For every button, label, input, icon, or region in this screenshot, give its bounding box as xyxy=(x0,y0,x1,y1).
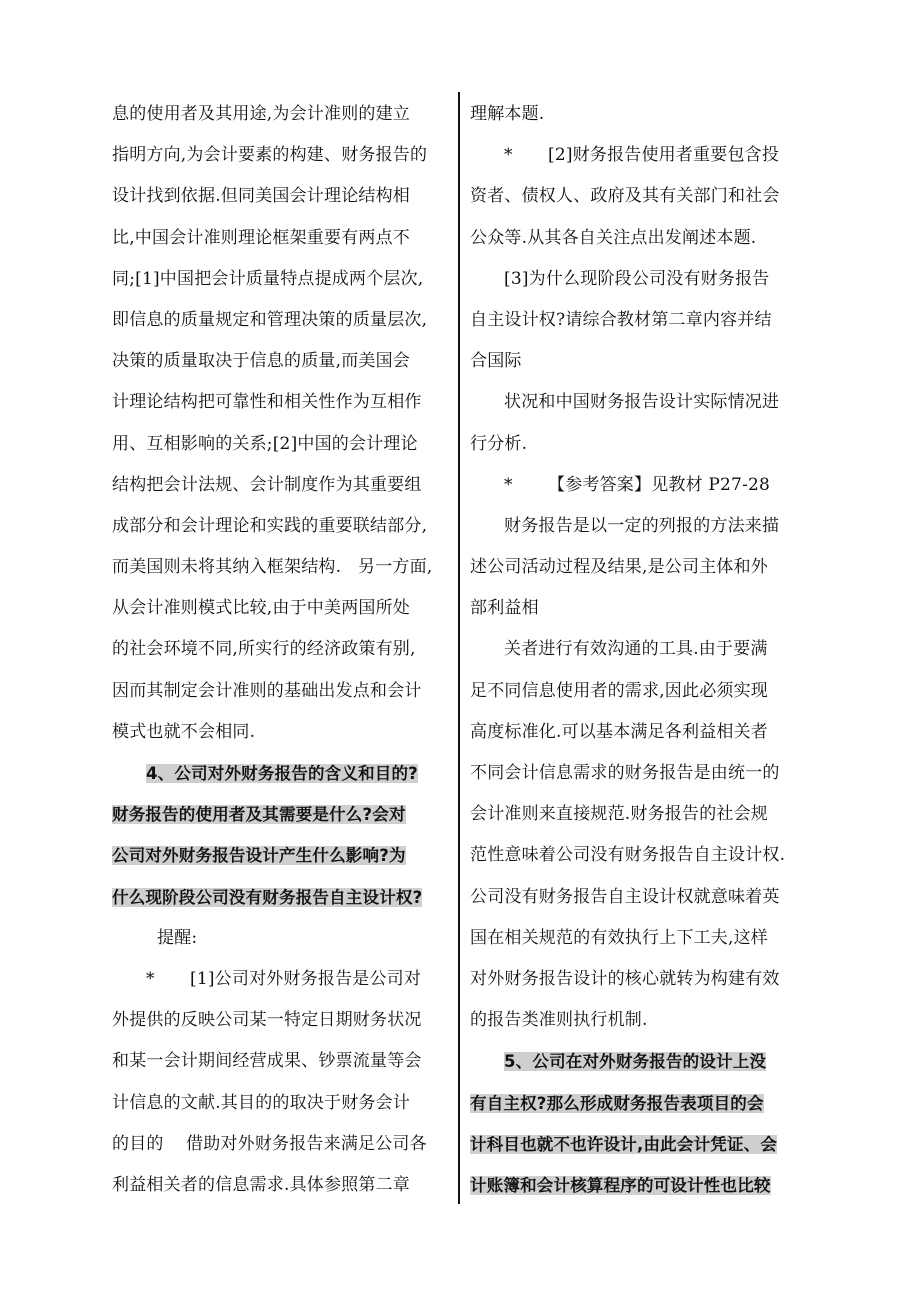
text-line: 足不同信息使用者的需求,因此必须实现 xyxy=(470,680,769,701)
asterisk-bullet: * xyxy=(146,968,155,989)
hint-label: 提醒: xyxy=(157,927,198,948)
text-line: 关者进行有效沟通的工具.由于要满 xyxy=(504,639,768,660)
text-line: 财务报告是以一定的列报的方法来描 xyxy=(504,515,780,536)
question-5-line: 计科目也就不也许设计,由此会计凭证、会 xyxy=(470,1134,778,1154)
text-line: 行分析. xyxy=(470,433,528,454)
question-5-heading xyxy=(470,1083,810,1124)
text-line: 国在相关规范的有效执行上下工夫,这样 xyxy=(470,927,769,948)
text-line: 即信息的质量规定和管理决策的质量层次, xyxy=(112,309,428,330)
item-2-first-line xyxy=(470,135,810,176)
text-line: 部利益相 xyxy=(470,598,539,619)
answer-reference: 【参考答案】见教材 P27-28 xyxy=(548,474,771,495)
text-line: 而美国则未将其纳入框架结构. 另一方面, xyxy=(112,557,433,578)
text-line: 状况和中国财务报告设计实际情况进 xyxy=(504,392,780,413)
text-line: 结构把会计法规、会计制度作为其重要组 xyxy=(112,474,422,495)
text-line: 和某一会计期间经营成果、钞票流量等会 xyxy=(112,1051,422,1072)
text-line: 对外财务报告设计的核心就转为构建有效 xyxy=(470,968,780,989)
text-line: 范性意味着公司没有财务报告自主设计权. xyxy=(470,845,786,866)
question-4-heading xyxy=(112,753,454,794)
question-4-heading xyxy=(112,877,454,918)
question-4-heading xyxy=(112,794,454,835)
text-line: 同;[1]中国把会计质量特点提成两个层次, xyxy=(112,268,424,289)
item-1-text: [1]公司对外财务报告是公司对 xyxy=(190,968,422,989)
text-line: 计信息的文献.其目的的取决于财务会计 xyxy=(112,1092,411,1113)
text-line: 公众等.从其各自关注点出发阐述本题. xyxy=(470,227,757,248)
text-line: 利益相关者的信息需求.具体参照第二章 xyxy=(112,1174,411,1195)
text-line: 用、互相影响的关系;[2]中国的会计理论 xyxy=(112,433,418,454)
item-2-text: [2]财务报告使用者重要包含投 xyxy=(548,145,780,166)
text-line: 外提供的反映公司某一特定日期财务状况 xyxy=(112,1010,422,1031)
text-line: 比,中国会计准则理论框架重要有两点不 xyxy=(112,227,411,248)
text-line: 高度标准化.可以基本满足各利益相关者 xyxy=(470,721,769,742)
text-line: 的目的 借助对外财务报告来满足公司各 xyxy=(112,1133,427,1154)
text-line: 会计准则来直接规范.财务报告的社会规 xyxy=(470,804,769,825)
question-5-line: 有自主权?那么形成财务报告表项目的会 xyxy=(470,1093,764,1113)
question-4-line: 公司对外财务报告设计产生什么影响?为 xyxy=(112,846,406,866)
text-line: 模式也就不会相同. xyxy=(112,721,256,742)
text-line: 计理论结构把可靠性和相关性作为互相作 xyxy=(112,392,422,413)
text-line: 决策的质量取决于信息的质量,而美国会 xyxy=(112,351,411,372)
column-divider xyxy=(458,92,460,1204)
item-1-first-line xyxy=(112,959,454,1000)
question-5-heading xyxy=(470,1165,810,1206)
text-line: 成部分和会计理论和实践的重要联结部分, xyxy=(112,515,428,536)
question-5-line: 计账簿和会计核算程序的可设计性也比较 xyxy=(470,1175,771,1195)
asterisk-bullet: * xyxy=(504,145,513,166)
text-line: 息的使用者及其用途,为会计准则的建立 xyxy=(112,104,411,124)
text-line: 自主设计权?请综合教材第二章内容并结 xyxy=(470,309,772,330)
text-line: 从会计准则模式比较,由于中美两国所处 xyxy=(112,598,411,619)
text-line: 公司没有财务报告自主设计权就意味着英 xyxy=(470,886,780,907)
left-column xyxy=(112,94,454,1206)
question-5-heading xyxy=(470,1041,810,1082)
text-line: 因而其制定会计准则的基础出发点和会计 xyxy=(112,680,422,701)
question-4-line: 财务报告的使用者及其需要是什么?会对 xyxy=(112,805,406,825)
text-line: 述公司活动过程及结果,是公司主体和外 xyxy=(470,557,769,578)
text-line: 的报告类准则执行机制. xyxy=(470,1010,648,1031)
question-5-line: 5、公司在对外财务报告的设计上没 xyxy=(504,1052,767,1072)
text-line: 合国际 xyxy=(470,351,522,372)
question-5-heading xyxy=(470,1124,810,1165)
question-4-heading xyxy=(112,835,454,876)
question-4-line: 4、公司对外财务报告的含义和目的? xyxy=(146,764,418,783)
text-line: 理解本题. xyxy=(470,104,545,124)
answer-reference-line xyxy=(470,465,810,506)
text-line: 指明方向,为会计要素的构建、财务报告的 xyxy=(112,145,428,166)
text-line: 资者、债权人、政府及其有关部门和社会 xyxy=(470,186,780,207)
text-line: 的社会环境不同,所实行的经济政策有别, xyxy=(112,639,416,660)
text-line: 不同会计信息需求的财务报告是由统一的 xyxy=(470,763,780,783)
text-line: 设计找到依据.但同美国会计理论结构相 xyxy=(112,186,411,207)
right-column xyxy=(470,94,810,1206)
question-4-line: 什么现阶段公司没有财务报告自主设计权? xyxy=(112,887,423,907)
asterisk-bullet: * xyxy=(504,474,513,495)
text-line: [3]为什么现阶段公司没有财务报告 xyxy=(504,268,770,289)
